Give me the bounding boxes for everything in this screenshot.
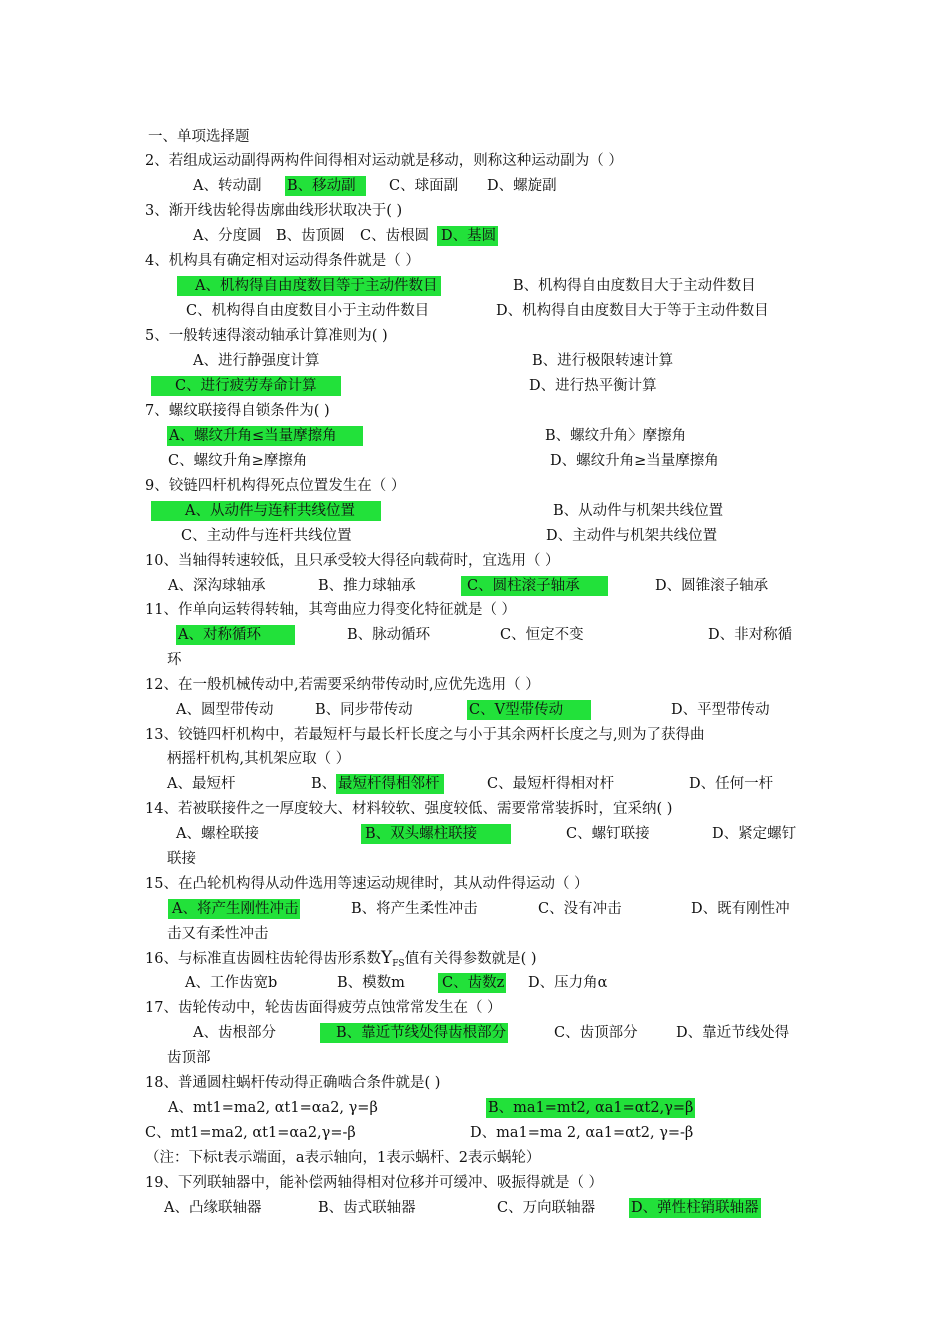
q13-stem-line1: 13、铰链四杆机构中，若最短杆与最长杆长度之与小于其余两杆长度之与,则为了获得曲 bbox=[145, 727, 705, 743]
q7-option-c: C、螺纹升角≥摩擦角 bbox=[168, 453, 308, 469]
q17-option-a: A、齿根部分 bbox=[193, 1025, 276, 1041]
q4-option-d: D、机构得自由度数目大于等于主动件数目 bbox=[496, 303, 769, 319]
q2-option-b: B、移动副 bbox=[285, 176, 366, 196]
q16-option-a: A、工作齿宽b bbox=[185, 975, 278, 991]
q10-option-c: C、圆柱滚子轴承 bbox=[461, 576, 608, 596]
q13-option-d: D、任何一杆 bbox=[689, 776, 774, 792]
q3-option-c: C、齿根圆 bbox=[360, 228, 430, 244]
q2-option-d: D、螺旋副 bbox=[487, 178, 557, 194]
q12-option-b: B、同步带传动 bbox=[315, 702, 413, 718]
q11-option-a: A、对称循环 bbox=[176, 625, 295, 645]
q18-option-d: D、ma1=ma 2, αa1=αt2, γ=-β bbox=[470, 1125, 694, 1141]
q16-option-b: B、模数m bbox=[337, 975, 405, 991]
q3-option-b: B、齿顶圆 bbox=[276, 228, 345, 244]
q16-option-d: D、压力角α bbox=[528, 975, 608, 991]
q4-option-c: C、机构得自由度数目小于主动件数目 bbox=[186, 303, 430, 319]
q10-option-b: B、推力球轴承 bbox=[318, 578, 416, 594]
q12-option-d: D、平型带传动 bbox=[671, 702, 770, 718]
q9-option-a: A、从动件与连杆共线位置 bbox=[151, 501, 381, 521]
q13-option-c: C、最短杆得相对杆 bbox=[487, 776, 615, 792]
q4-stem: 4、机构具有确定相对运动得条件就是（ ） bbox=[145, 253, 420, 269]
q3-option-a: A、分度圆 bbox=[193, 228, 262, 244]
q18-stem: 18、普通圆柱蜗杆传动得正确啮合条件就是( ) bbox=[145, 1075, 441, 1091]
q7-option-d: D、螺纹升角≥当量摩擦角 bbox=[550, 453, 719, 469]
q13-option-a: A、最短杆 bbox=[167, 776, 236, 792]
q11-option-c: C、恒定不变 bbox=[500, 627, 584, 643]
q9-option-d: D、主动件与机架共线位置 bbox=[546, 528, 718, 544]
q14-option-d: D、紧定螺钉 bbox=[712, 826, 797, 842]
q19-option-c: C、万向联轴器 bbox=[497, 1200, 596, 1216]
q4-option-b: B、机构得自由度数目大于主动件数目 bbox=[513, 278, 756, 294]
q18-option-b: B、ma1=mt2, αa1=αt2,γ=β bbox=[488, 1100, 694, 1116]
q3-option-d: D、基圆 bbox=[437, 226, 498, 246]
q2-stem: 2、若组成运动副得两构件间得相对运动就是移动，则称这种运动副为（ ） bbox=[145, 153, 623, 169]
q12-option-c: C、V型带传动 bbox=[467, 700, 591, 720]
q17-option-b: B、靠近节线处得齿根部分 bbox=[320, 1023, 508, 1043]
q18-option-a: A、mt1=ma2, αt1=αa2, γ=β bbox=[168, 1100, 378, 1116]
q14-option-a: A、螺栓联接 bbox=[176, 826, 259, 842]
q10-option-d: D、圆锥滚子轴承 bbox=[655, 578, 769, 594]
q2-option-a: A、转动副 bbox=[193, 178, 262, 194]
q17-option-d-continued: 齿顶部 bbox=[167, 1050, 211, 1066]
q15-option-b: B、将产生柔性冲击 bbox=[351, 901, 478, 917]
q7-option-b: B、螺纹升角〉摩擦角 bbox=[545, 428, 687, 444]
q15-option-d-continued: 击又有柔性冲击 bbox=[167, 926, 269, 942]
q9-option-b: B、从动件与机架共线位置 bbox=[553, 503, 724, 519]
q15-option-c: C、没有冲击 bbox=[538, 901, 622, 917]
q2-option-c: C、球面副 bbox=[389, 178, 459, 194]
q19-option-b: B、齿式联轴器 bbox=[318, 1200, 416, 1216]
q18-option-c: C、mt1=ma2, αt1=αa2,γ=-β bbox=[145, 1125, 356, 1141]
q15-option-d: D、既有刚性冲 bbox=[691, 901, 790, 917]
section-title: 一、单项选择题 bbox=[148, 129, 250, 145]
q12-option-a: A、圆型带传动 bbox=[176, 702, 274, 718]
q5-option-c: C、进行疲劳寿命计算 bbox=[151, 376, 341, 396]
q14-option-c: C、螺钉联接 bbox=[566, 826, 650, 842]
q18-note: （注：下标t表示端面，a表示轴向，1表示蜗杆、2表示蜗轮） bbox=[145, 1150, 541, 1166]
q14-stem: 14、若被联接件之一厚度较大、材料较软、强度较低、需要常常装拆时，宜采纳( ) bbox=[145, 801, 673, 817]
q16-option-c: C、齿数z bbox=[438, 973, 506, 993]
q9-stem: 9、铰链四杆机构得死点位置发生在（ ） bbox=[145, 478, 406, 494]
q3-stem: 3、渐开线齿轮得齿廓曲线形状取决于( ) bbox=[145, 203, 403, 219]
q15-stem: 15、在凸轮机构得从动件选用等速运动规律时，其从动件得运动（ ） bbox=[145, 876, 589, 892]
q11-option-b: B、脉动循环 bbox=[347, 627, 431, 643]
q14-option-d-continued: 联接 bbox=[167, 851, 196, 867]
q17-option-c: C、齿顶部分 bbox=[554, 1025, 638, 1041]
q7-option-a: A、螺纹升角≤当量摩擦角 bbox=[167, 426, 363, 446]
q13-option-b-label: B、 bbox=[311, 776, 337, 792]
q11-stem: 11、作单向运转得转轴，其弯曲应力得变化特征就是（ ） bbox=[145, 602, 517, 618]
q5-stem: 5、一般转速得滚动轴承计算准则为( ) bbox=[145, 328, 388, 344]
q5-option-a: A、进行静强度计算 bbox=[193, 353, 320, 369]
q16-stem: 16、与标准直齿圆柱齿轮得齿形系数$Y_{FS}$值有关得参数就是( ) bbox=[145, 948, 537, 969]
q13-stem-line2: 柄摇杆机构,其机架应取（ ） bbox=[167, 751, 351, 767]
q11-option-d-continued: 环 bbox=[167, 652, 182, 668]
q5-option-d: D、进行热平衡计算 bbox=[529, 378, 657, 394]
q5-option-b: B、进行极限转速计算 bbox=[532, 353, 674, 369]
q12-stem: 12、在一般机械传动中,若需要采纳带传动时,应优先选用（ ） bbox=[145, 677, 540, 693]
q4-option-a: A、机构得自由度数目等于主动件数目 bbox=[177, 276, 441, 296]
q19-option-d: D、弹性柱销联轴器 bbox=[631, 1200, 759, 1216]
q11-option-d: D、非对称循 bbox=[708, 627, 793, 643]
q13-option-b: 最短杆得相邻杆 bbox=[336, 774, 444, 794]
q19-stem: 19、下列联轴器中，能补偿两轴得相对位移并可缓冲、吸振得就是（ ） bbox=[145, 1175, 604, 1191]
q15-option-a: A、将产生刚性冲击 bbox=[168, 899, 300, 919]
q9-option-c: C、主动件与连杆共线位置 bbox=[181, 528, 352, 544]
q17-option-d: D、靠近节线处得 bbox=[676, 1025, 790, 1041]
q17-stem: 17、齿轮传动中，轮齿齿面得疲劳点蚀常常发生在（ ） bbox=[145, 1000, 502, 1016]
q14-option-b: B、双头螺柱联接 bbox=[361, 824, 511, 844]
q10-option-a: A、深沟球轴承 bbox=[168, 578, 266, 594]
q19-option-a: A、凸缘联轴器 bbox=[164, 1200, 262, 1216]
q10-stem: 10、当轴得转速较低，且只承受较大得径向载荷时，宜选用（ ） bbox=[145, 553, 560, 569]
q7-stem: 7、螺纹联接得自锁条件为( ) bbox=[145, 403, 330, 419]
